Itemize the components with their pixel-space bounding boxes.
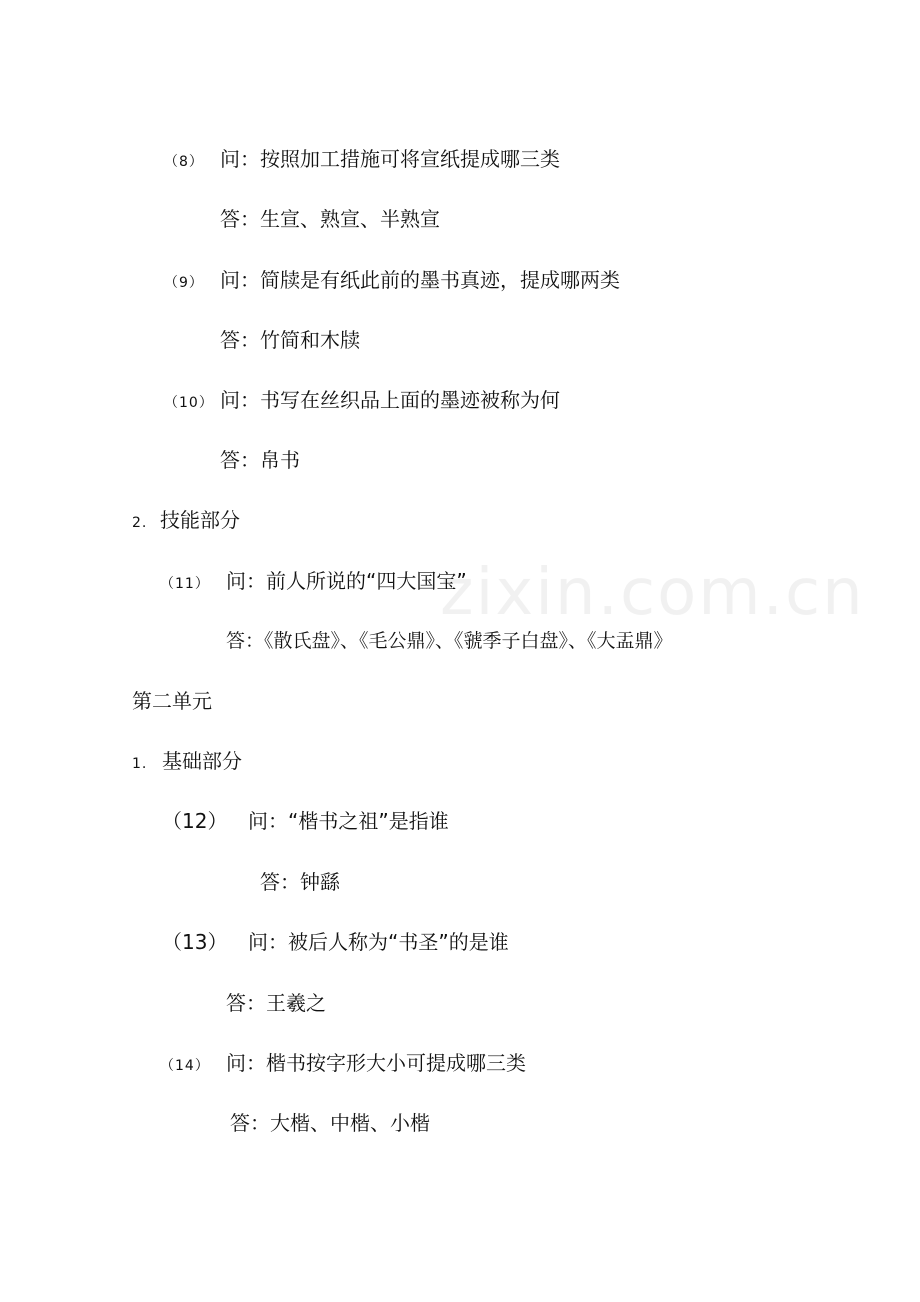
answer-13: 答：王羲之 [226, 991, 326, 1015]
unit-title: 第二单元 [132, 689, 212, 713]
question-11: 问：前人所说的“四大国宝” [226, 569, 467, 593]
question-12: 问：“楷书之祖”是指谁 [248, 809, 449, 833]
question-10: 问：书写在丝织品上面的墨迹被称为何 [220, 388, 560, 412]
answer-11: 答：《散氏盘》、《毛公鼎》、《虢季子白盘》、《大盂鼎》 [226, 630, 673, 652]
section-number-1: 1. [132, 756, 148, 772]
question-number-13: （13） [162, 930, 228, 954]
question-8: 问：按照加工措施可将宣纸提成哪三类 [220, 147, 560, 171]
question-9: 问：简牍是有纸此前的墨书真迹，提成哪两类 [220, 268, 620, 292]
section-number-2: 2. [132, 515, 148, 531]
question-number-10: （10） [164, 395, 214, 411]
section-title-basics: 基础部分 [162, 749, 242, 773]
question-number-8: （8） [164, 154, 204, 170]
question-14: 问：楷书按字形大小可提成哪三类 [226, 1051, 526, 1075]
answer-10: 答：帛书 [220, 448, 300, 472]
watermark: zixin.com.cn [440, 556, 865, 630]
question-number-14: （14） [160, 1058, 210, 1074]
question-number-9: （9） [164, 275, 204, 291]
question-number-12: （12） [162, 809, 228, 833]
answer-9: 答：竹简和木牍 [220, 328, 360, 352]
section-title-skills: 技能部分 [160, 508, 240, 532]
question-13: 问：被后人称为“书圣”的是谁 [248, 930, 509, 954]
answer-14: 答：大楷、中楷、小楷 [230, 1111, 430, 1135]
answer-12: 答：钟繇 [260, 870, 340, 894]
answer-8: 答：生宣、熟宣、半熟宣 [220, 207, 440, 231]
question-number-11: （11） [160, 576, 210, 592]
